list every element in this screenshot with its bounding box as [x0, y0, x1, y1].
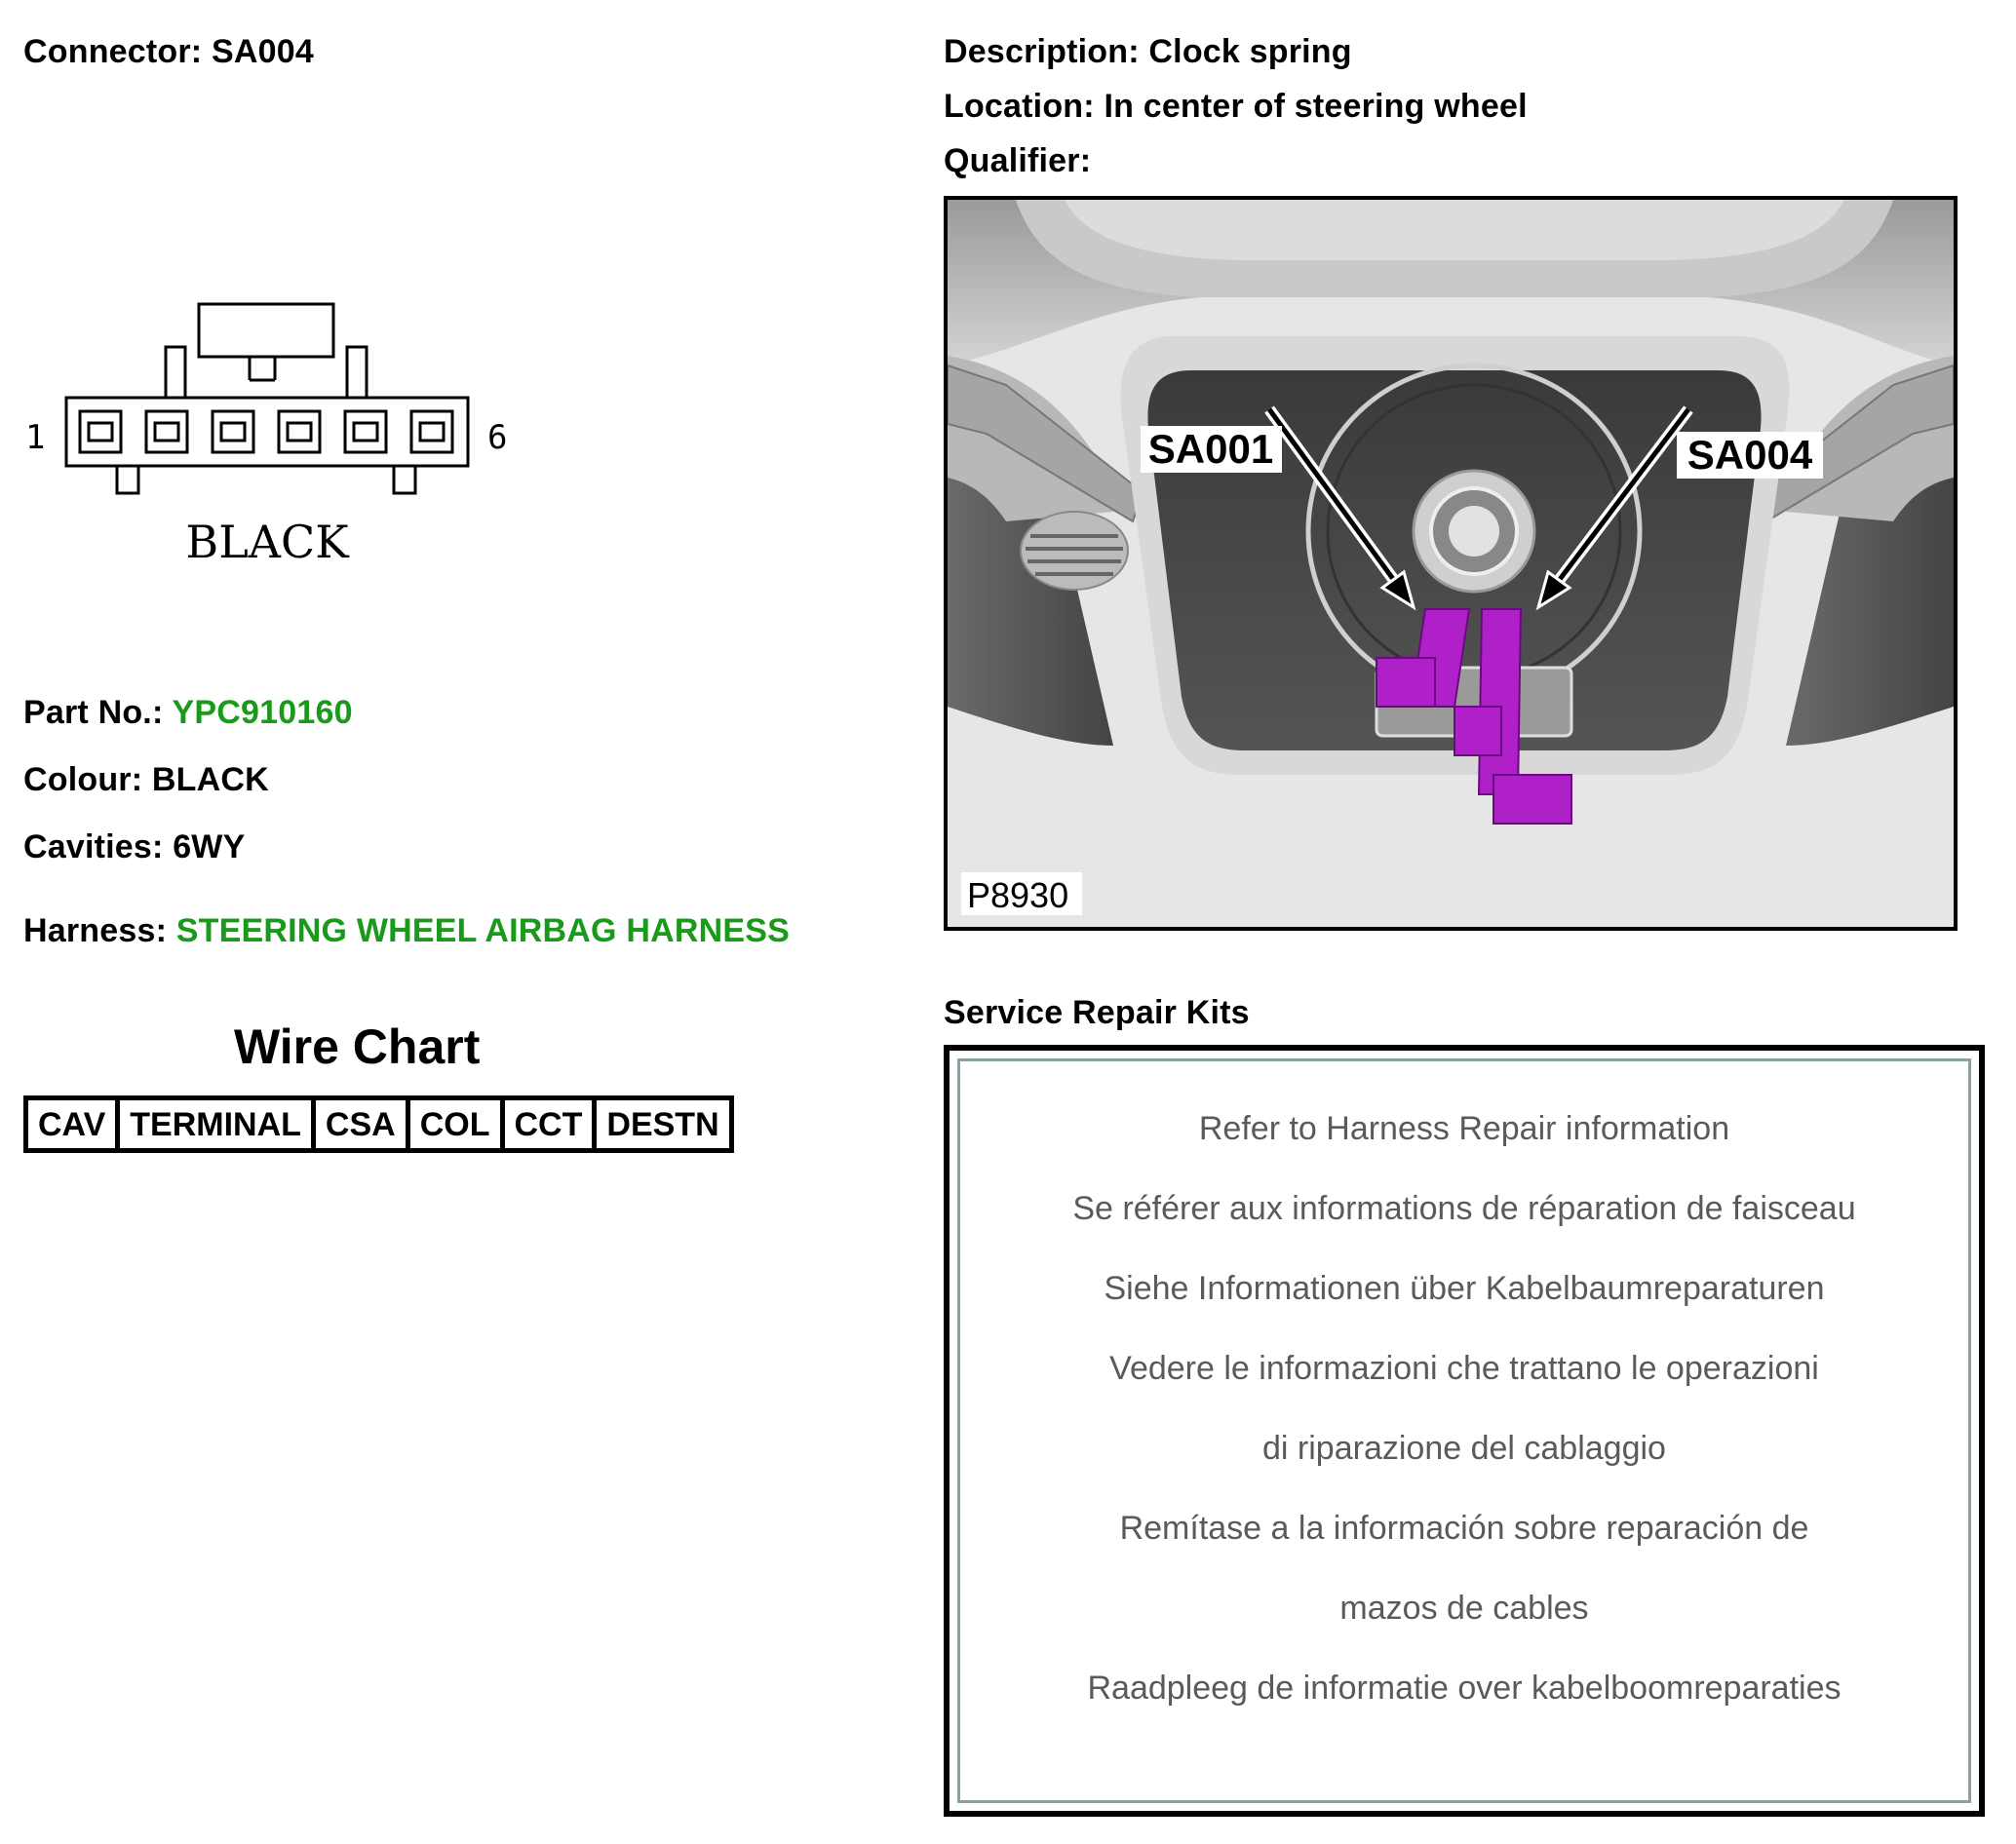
callout-sa001: SA001: [1147, 426, 1274, 472]
cavity-terminal-4: [288, 423, 311, 441]
connector-foot-left: [117, 466, 138, 493]
photo-reference: P8930: [967, 875, 1069, 915]
colour-label: Colour:: [23, 761, 143, 798]
callout-sa004: SA004: [1686, 432, 1813, 478]
column-header-terminal: TERMINAL: [118, 1098, 314, 1151]
cavity-5: [345, 411, 386, 452]
connector-post-right: [347, 347, 367, 398]
qualifier-label: Qualifier:: [944, 142, 1092, 179]
description-value: Clock spring: [1148, 33, 1352, 70]
cavity-terminal-1: [89, 423, 112, 441]
wire-chart-title: Wire Chart: [234, 1019, 481, 1074]
connector-foot-right: [394, 466, 415, 493]
connector-body: [66, 398, 468, 466]
cavity-terminal-6: [420, 423, 444, 441]
cavities-value: 6WY: [173, 828, 246, 865]
kit-line-es-1: Remítase a la información sobre reparación de: [1119, 1510, 1809, 1547]
connector-latch: [199, 304, 333, 357]
cavity-3: [213, 411, 253, 452]
colour-value: BLACK: [151, 761, 269, 798]
service-repair-kits-box: [944, 1045, 1985, 1817]
location-photo: [944, 196, 1958, 931]
connector-post-left: [166, 347, 185, 398]
service-repair-kits-inner: [957, 1058, 1971, 1803]
location-label: Location:: [944, 88, 1095, 125]
column-header-destn: DESTN: [595, 1098, 731, 1151]
pin-number-right: 6: [487, 418, 508, 457]
connector-line: [23, 33, 314, 71]
harness-line: [23, 912, 790, 950]
diagram-colour-label: BLACK: [185, 516, 349, 568]
cavity-6: [411, 411, 452, 452]
steering-wheel-illustration: [948, 200, 1954, 927]
cavity-2: [146, 411, 187, 452]
harness-value[interactable]: STEERING WHEEL AIRBAG HARNESS: [175, 912, 790, 949]
column-header-col: COL: [407, 1098, 502, 1151]
cavity-terminal-5: [354, 423, 377, 441]
kit-line-it-1: Vedere le informazioni che trattano le operazioni: [1109, 1350, 1819, 1387]
kit-line-fr: Se référer aux informations de réparation de faisceau: [1072, 1190, 1856, 1227]
connector-diagram: [19, 292, 526, 575]
cavity-4: [279, 411, 320, 452]
kit-line-nl: Raadpleeg de informatie over kabelboomreparaties: [1087, 1670, 1842, 1707]
vent-grille: [1021, 512, 1128, 590]
cavities-label: Cavities:: [23, 828, 164, 865]
column-header-cct: CCT: [502, 1098, 595, 1151]
colour-line: [23, 761, 269, 799]
qualifier-line: [944, 142, 1091, 180]
connector-value: SA004: [211, 33, 314, 70]
cavities-line: [23, 828, 245, 866]
location-value: In center of steering wheel: [1104, 88, 1528, 125]
kit-line-en: Refer to Harness Repair information: [1198, 1110, 1730, 1147]
pin-number-left: 1: [25, 418, 46, 457]
kit-line-es-2: mazos de cables: [1339, 1590, 1589, 1627]
description-label: Description:: [944, 33, 1140, 70]
wire-chart-header-row: [26, 1098, 732, 1151]
description-line: [944, 33, 1352, 71]
column-header-csa: CSA: [313, 1098, 407, 1151]
harness-label: Harness:: [23, 912, 168, 949]
location-line: [944, 88, 1528, 126]
part-no-label: Part No.:: [23, 694, 164, 731]
service-repair-kits-title: Service Repair Kits: [944, 994, 1250, 1031]
part-no-line: [23, 694, 353, 732]
kit-line-de: Siehe Informationen über Kabelbaumreparaturen: [1104, 1270, 1825, 1307]
cavity-terminal-2: [155, 423, 178, 441]
part-no-value[interactable]: YPC910160: [172, 694, 353, 731]
cavity-terminal-3: [221, 423, 245, 441]
connector-label: Connector:: [23, 33, 203, 70]
column-header-cav: CAV: [26, 1098, 118, 1151]
kit-line-it-2: di riparazione del cablaggio: [1262, 1430, 1666, 1467]
cavity-1: [80, 411, 121, 452]
wire-chart-table: [23, 1095, 734, 1153]
